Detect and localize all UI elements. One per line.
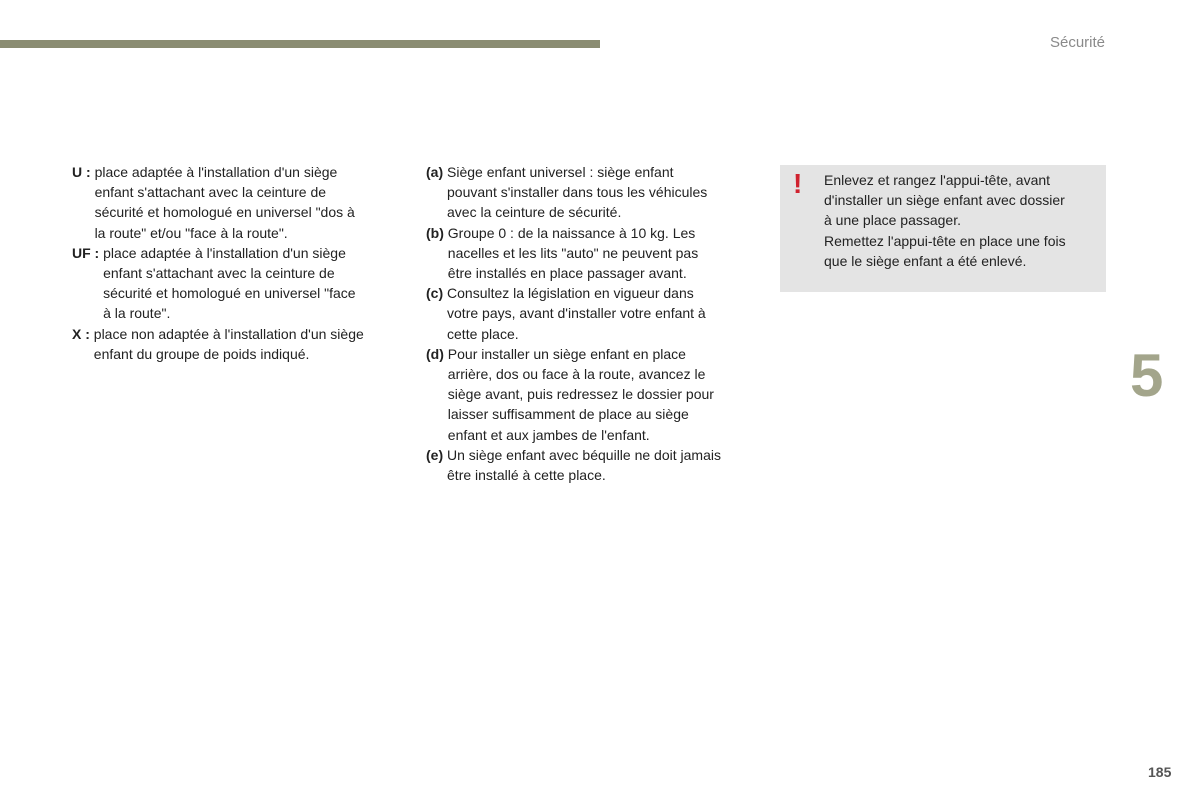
legend-column: [72, 162, 402, 364]
note-entry: [426, 283, 756, 344]
legend-entry: [72, 243, 402, 324]
note-key: (d): [426, 345, 444, 362]
warning-line: d'installer un siège enfant avec dossier: [824, 192, 1065, 209]
note-line: Pour installer un siège enfant en place: [447, 345, 686, 362]
legend-line: enfant du groupe de poids indiqué.: [93, 345, 310, 362]
warning-line: Enlevez et rangez l'appui-tête, avant: [824, 172, 1051, 188]
legend-line: à la route".: [103, 305, 171, 322]
note-key: (e): [426, 446, 444, 463]
warning-line: que le siège enfant a été enlevé.: [824, 252, 1027, 269]
note-entry: [426, 162, 756, 223]
legend-key: UF :: [72, 244, 100, 261]
warning-line: à une place passager.: [824, 212, 961, 229]
legend-entry: [72, 162, 402, 243]
legend-line: place non adaptée à l'installation d'un siège: [93, 325, 364, 342]
note-entry: [426, 223, 756, 284]
warning-line: Remettez l'appui-tête en place une fois: [824, 232, 1066, 249]
exclamation-warning-icon: !: [793, 168, 803, 199]
page-number: 185: [1148, 764, 1172, 780]
warning-box: [780, 165, 1106, 292]
note-line: laisser suffisamment de place au siège: [447, 406, 689, 423]
legend-line: enfant s'attachant avec la ceinture de: [94, 184, 327, 201]
legend-entry: [72, 324, 402, 364]
note-entry: [426, 445, 756, 485]
note-key: (a): [426, 164, 444, 180]
note-line: nacelles et les lits "auto" ne peuvent pas: [447, 244, 699, 261]
note-line: être installés en place passager avant.: [447, 265, 687, 282]
note-key: (b): [426, 224, 444, 241]
legend-line: la route" et/ou "face à la route".: [94, 224, 288, 241]
legend-line: sécurité et homologué en universel "dos à: [94, 204, 355, 221]
note-line: avec la ceinture de sécurité.: [447, 204, 622, 221]
legend-line: place adaptée à l'installation d'un siège: [94, 164, 338, 180]
note-key: (c): [426, 285, 444, 302]
note-line: siège avant, puis redressez le dossier pour: [447, 386, 714, 403]
note-line: enfant et aux jambes de l'enfant.: [447, 426, 650, 443]
note-line: être installé à cette place.: [447, 467, 606, 484]
notes-column: [426, 162, 756, 485]
note-line: arrière, dos ou face à la route, avancez le: [447, 366, 706, 383]
legend-line: sécurité et homologué en universel "face: [103, 285, 356, 302]
note-entry: [426, 344, 756, 445]
note-line: pouvant s'installer dans tous les véhicules: [447, 184, 708, 201]
warning-text: [824, 170, 1099, 271]
section-title: Sécurité: [1049, 34, 1105, 51]
note-line: Consultez la législation en vigueur dans: [447, 285, 694, 302]
note-line: cette place.: [447, 325, 519, 342]
note-line: votre pays, avant d'installer votre enfant à: [447, 305, 706, 322]
chapter-number: 5: [1130, 342, 1164, 409]
legend-key: U :: [72, 164, 91, 180]
note-line: Groupe 0 : de la naissance à 10 kg. Les: [447, 224, 696, 241]
legend-key: X :: [72, 325, 90, 342]
header-rule: [0, 40, 600, 48]
legend-line: place adaptée à l'installation d'un siège: [103, 244, 346, 261]
legend-line: enfant s'attachant avec la ceinture de: [103, 265, 335, 282]
note-line: Siège enfant universel : siège enfant: [447, 164, 674, 180]
note-line: Un siège enfant avec béquille ne doit jamais: [447, 446, 721, 463]
